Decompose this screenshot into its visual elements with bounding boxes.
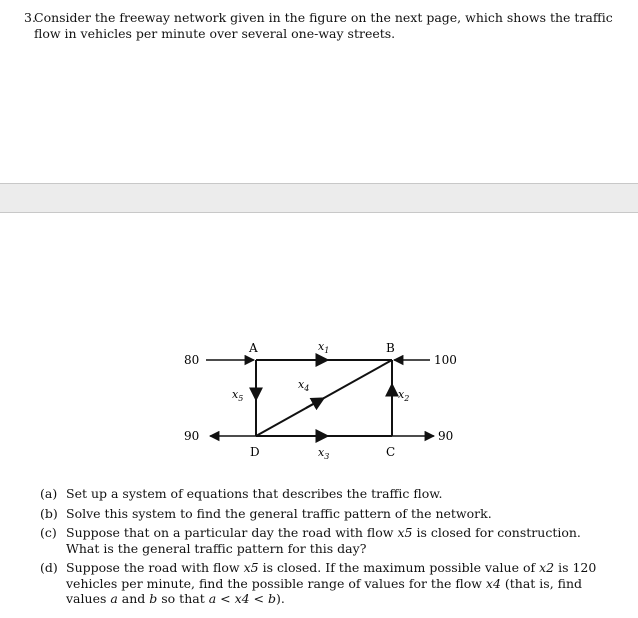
node-C-label: C xyxy=(386,445,396,459)
part-b-label: (b) xyxy=(40,505,58,521)
part-c xyxy=(40,525,612,556)
flow-in-B-value: 100 xyxy=(434,353,457,367)
flow-out-D-value: 90 xyxy=(184,429,200,443)
part-a xyxy=(40,486,612,502)
node-A-label: A xyxy=(249,341,258,355)
part-b xyxy=(40,506,612,522)
part-c-label: (c) xyxy=(40,525,57,540)
problem-number: 3. xyxy=(24,10,36,25)
problem-text: Consider the freeway network given in the figure on the next page, which shows the traffic flow in vehicles per minute over several one-way streets. xyxy=(34,10,613,41)
part-d-text: Suppose the road with flow x5 is closed. If the maximum possible value of x2 is 120 vehicles per minute, find the possible range of values for the flow x4 (that is, find values a and b so that a < x4 < b). xyxy=(66,560,597,606)
edge-x1-label: $x_1$ xyxy=(318,340,330,355)
edge-x4-arrow xyxy=(306,398,324,408)
node-D-label: D xyxy=(250,445,260,459)
flow-out-C-value: 90 xyxy=(438,429,454,443)
part-d xyxy=(40,560,612,607)
part-d-label: (d) xyxy=(40,560,58,575)
freeway-network-figure xyxy=(180,332,470,467)
problem-statement xyxy=(24,10,624,42)
part-a-text: Set up a system of equations that describes the traffic flow. xyxy=(66,486,443,501)
part-a-label: (a) xyxy=(40,486,58,501)
flow-in-A-value: 80 xyxy=(184,353,200,367)
edge-x2-label: $x_2$ xyxy=(398,388,410,403)
edge-x3-label: $x_3$ xyxy=(318,446,330,461)
part-c-text: Suppose that on a particular day the road with flow x5 is closed for construction. What is the general traffic pattern for this day? xyxy=(66,525,581,556)
edge-x5-label: $x_5$ xyxy=(232,388,244,403)
page-break-band xyxy=(0,183,638,213)
node-B-label: B xyxy=(386,341,395,355)
problem-parts xyxy=(40,486,612,611)
edge-x4-label: $x_4$ xyxy=(298,378,310,393)
part-b-text: Solve this system to find the general traffic pattern of the network. xyxy=(66,505,492,521)
